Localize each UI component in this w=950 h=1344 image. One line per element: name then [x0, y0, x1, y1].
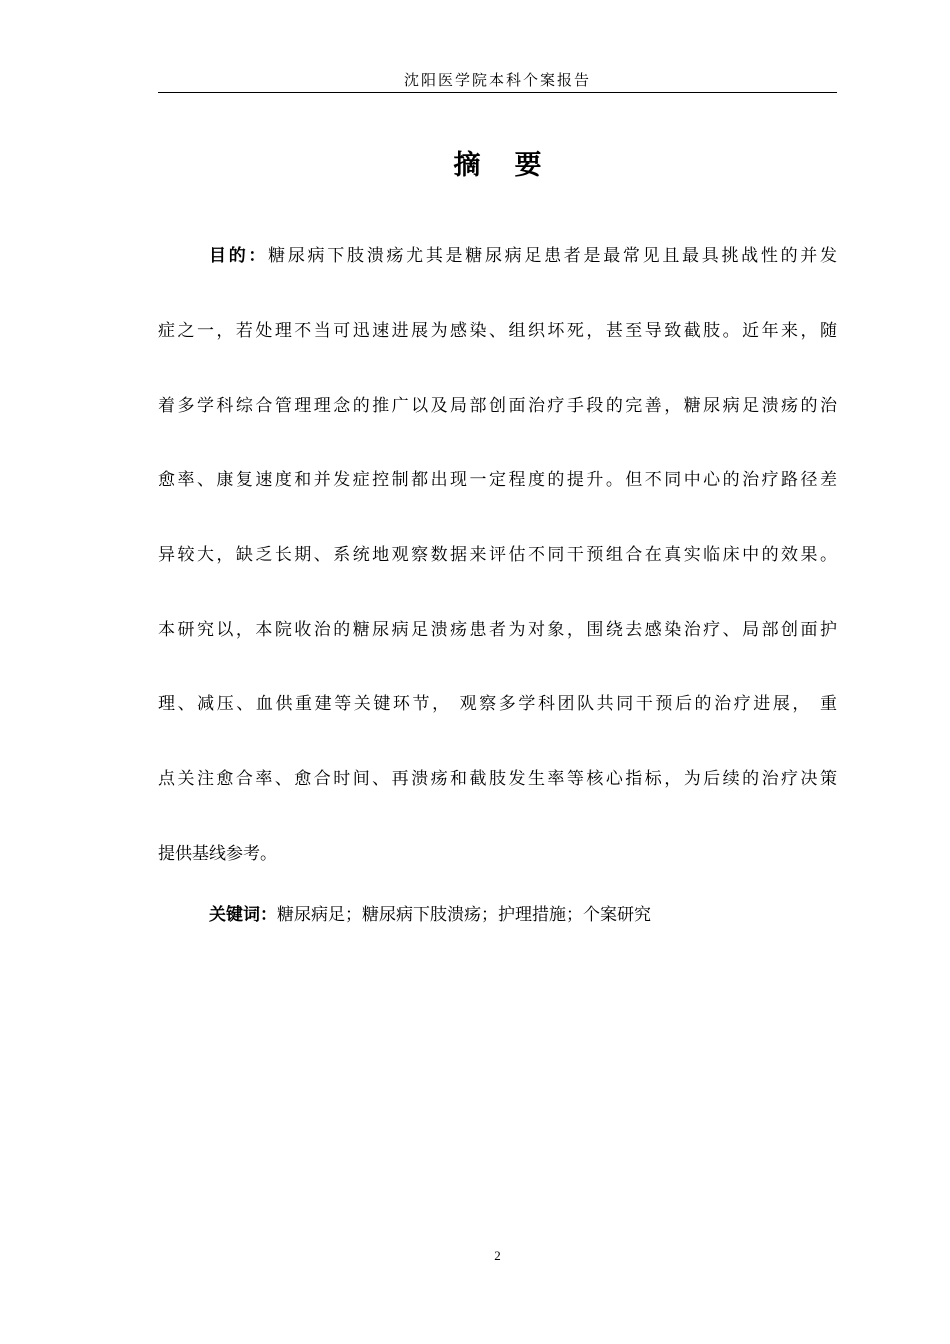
abstract-line-text: 糖尿病下肢溃疡尤其是糖尿病足患者是最常见且最具挑战性的并发: [268, 246, 838, 266]
abstract-line-1: [209, 243, 837, 269]
keywords-line: [209, 902, 651, 928]
abstract-line-2: 症之一，若处理不当可迅速进展为感染、组织坏死，甚至导致截肢。近年来，随: [158, 321, 837, 341]
abstract-title-char-2: 要: [514, 150, 542, 181]
keywords-label: 关键词：: [209, 905, 277, 925]
abstract-title: [158, 148, 837, 184]
page-number: 2: [494, 1248, 501, 1263]
abstract-line-6: 本研究以，本院收治的糖尿病足溃疡患者为对象，围绕去感染治疗、局部创面护: [158, 620, 837, 640]
running-header: 沈阳医学院本科个案报告: [403, 71, 591, 89]
abstract-title-char-1: 摘: [453, 150, 481, 181]
abstract-line-7: 理、减压、血供重建等关键环节， 观察多学科团队共同干预后的治疗进展， 重: [158, 694, 837, 714]
header-divider: [158, 92, 837, 93]
abstract-line-4: 愈率、康复速度和并发症控制都出现一定程度的提升。但不同中心的治疗路径差: [158, 470, 837, 490]
keywords-text: 糖尿病足；糖尿病下肢溃疡；护理措施；个案研究: [277, 905, 651, 925]
abstract-line-8: 点关注愈合率、愈合时间、再溃疡和截肢发生率等核心指标，为后续的治疗决策: [158, 769, 837, 789]
purpose-label: 目的：: [209, 246, 269, 266]
abstract-line-3: 着多学科综合管理理念的推广以及局部创面治疗手段的完善，糖尿病足溃疡的治: [158, 396, 837, 416]
abstract-line-5: 异较大，缺乏长期、系统地观察数据来评估不同干预组合在真实临床中的效果。: [158, 545, 837, 565]
abstract-line-9: 提供基线参考。: [158, 844, 277, 864]
